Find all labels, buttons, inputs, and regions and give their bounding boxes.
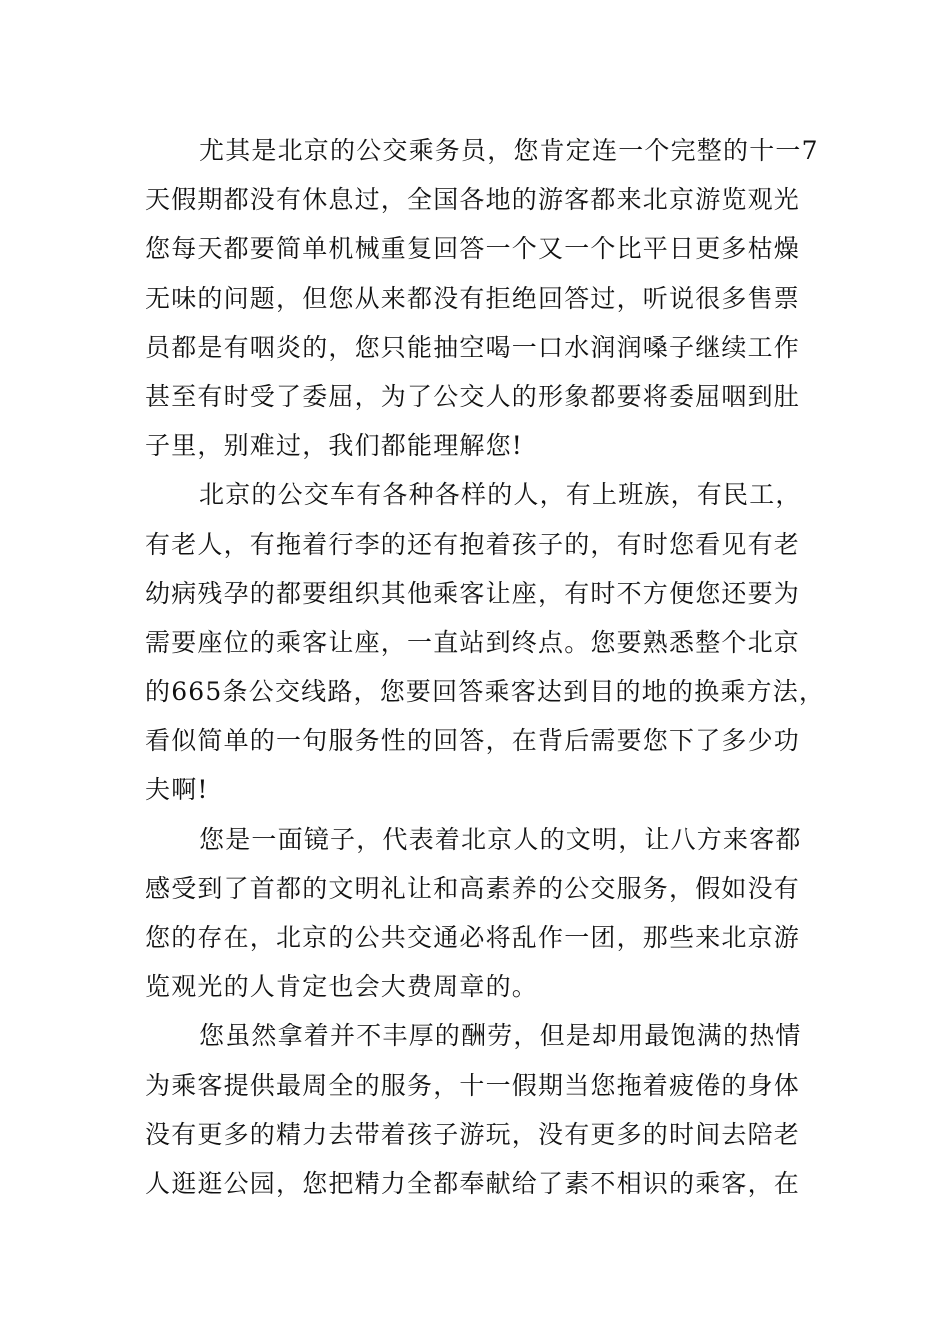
text-line: 天假期都没有休息过，全国各地的游客都来北京游览观光 <box>145 185 801 215</box>
text-line: 览观光的人肯定也会大费周章的。 <box>145 972 539 1002</box>
text-line: 为乘客提供最周全的服务，十一假期当您拖着疲倦的身体 <box>145 1070 801 1100</box>
text-line: 您的存在，北京的公共交通必将乱作一团，那些来北京游 <box>145 923 801 952</box>
paragraph-1 <box>145 126 819 470</box>
text-line: 您虽然拿着并不丰厚的酬劳，但是却用最饱满的热情 <box>199 1021 802 1051</box>
text-line: 看似简单的一句服务性的回答，在背后需要您下了多少功 <box>145 726 801 756</box>
paragraph-2 <box>145 470 826 814</box>
text-line: 甚至有时受了委屈，为了公交人的形象都要将委屈咽到肚 <box>145 381 801 411</box>
text-line: 子里，别难过，我们都能理解您! <box>145 431 524 461</box>
text-line: 尤其是北京的公交乘务员，您肯定连一个完整的十一7 <box>199 136 819 165</box>
text-line: 没有更多的精力去带着孩子游玩，没有更多的时间去陪老 <box>145 1119 801 1149</box>
text-line: 夫啊! <box>145 775 209 805</box>
body-text <box>145 126 826 1208</box>
paragraph-4 <box>145 1011 810 1208</box>
text-line: 感受到了首都的文明礼让和高素养的公交服务，假如没有 <box>145 873 801 903</box>
text-line: 需要座位的乘客让座，一直站到终点。您要熟悉整个北京 <box>145 627 801 657</box>
paragraph-3 <box>145 815 810 1012</box>
text-line: 北京的公交车有各种各样的人，有上班族，有民工， <box>199 480 802 510</box>
text-line: 员都是有咽炎的，您只能抽空喝一口水润润嗓子继续工作 <box>145 332 801 362</box>
text-line: 您是一面镜子，代表着北京人的文明，让八方来客都 <box>199 824 802 854</box>
text-line: 有老人，有拖着行李的还有抱着孩子的，有时您看见有老 <box>145 529 801 559</box>
text-line: 的665条公交线路，您要回答乘客达到目的地的换乘方法， <box>145 677 826 707</box>
text-line: 您每天都要简单机械重复回答一个又一个比平日更多枯燥 <box>145 234 801 264</box>
text-line: 人逛逛公园，您把精力全都奉献给了素不相识的乘客，在 <box>145 1168 801 1198</box>
text-line: 无味的问题，但您从来都没有拒绝回答过，听说很多售票 <box>145 283 801 313</box>
text-line: 幼病残孕的都要组织其他乘客让座，有时不方便您还要为 <box>145 578 801 608</box>
